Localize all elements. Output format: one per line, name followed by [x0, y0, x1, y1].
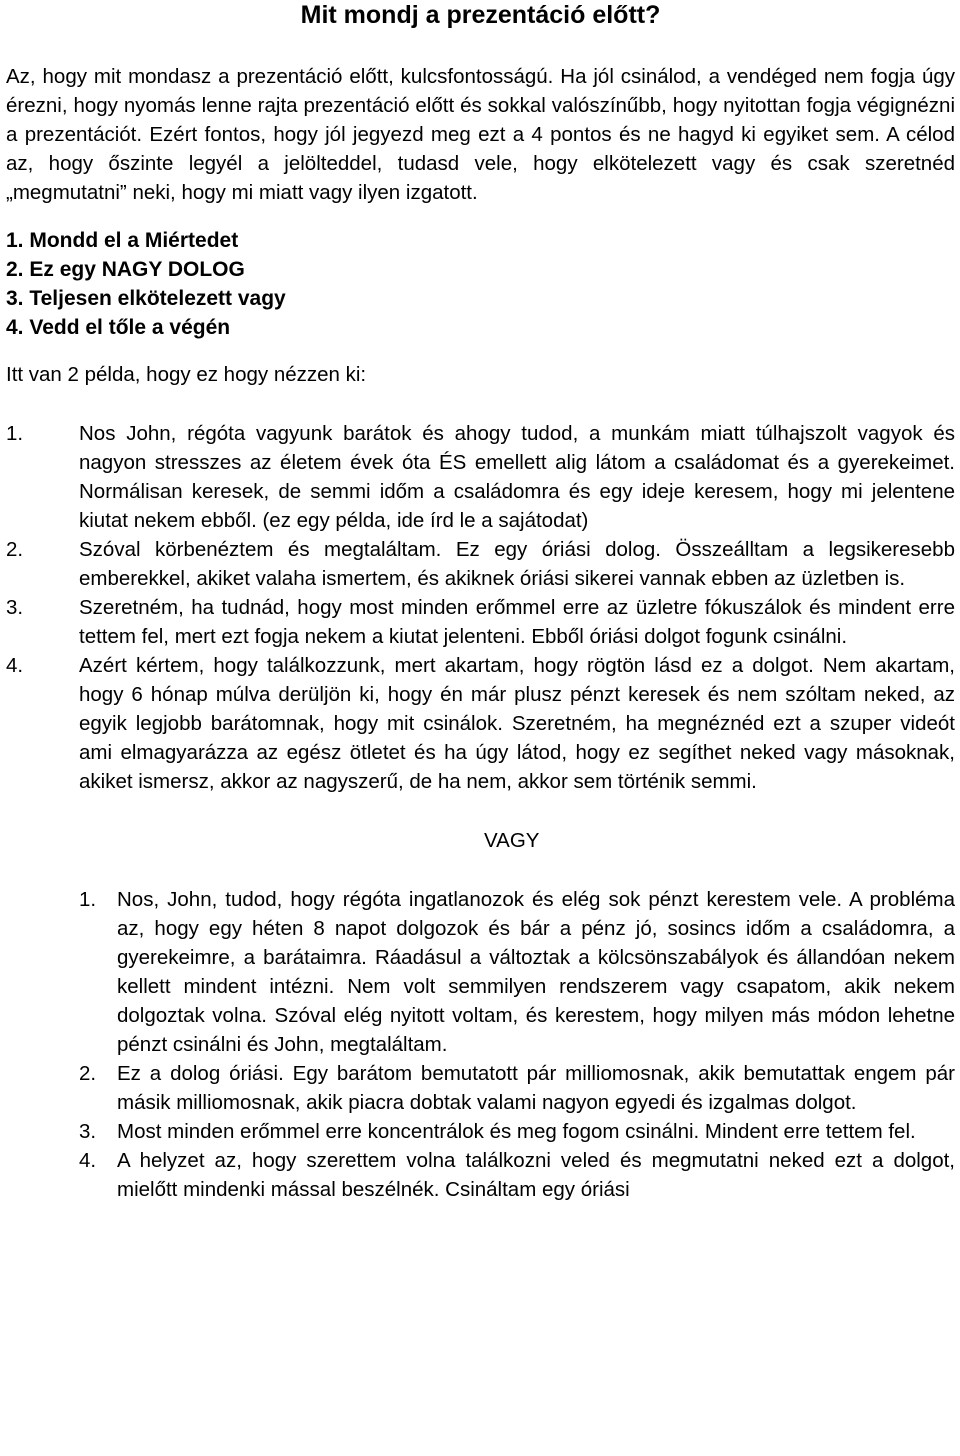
- item-text: Most minden erőmmel erre koncentrálok és meg fogom csinálni. Mindent erre tettem fel.: [117, 1120, 916, 1143]
- item-number: 3.: [6, 596, 24, 619]
- item-text: Szóval körbenéztem és megtaláltam. Ez egy óriási dolog. Összeálltam a legsikeresebb emberekkel, akiket valaha ismertem, és akiknek óriási sikerei vannak ebben az üzletben is.: [79, 538, 955, 590]
- example-one-item: [6, 651, 955, 796]
- item-number: 4.: [6, 654, 24, 677]
- item-number: 4.: [79, 1149, 97, 1172]
- item-text: Nos, John, tudod, hogy régóta ingatlanozok és elég sok pénzt kerestem vele. A probléma az, hogy egy héten 8 napot dolgozok és bár a pénz jó, sosincs időm a családomra, a gyerekeimre, a barátaimra. Ráadásul a változtak a kölcsönszabályok és állandóan nekem kellett mindent intézni. Nem volt semmilyen rendszerem vagy csapatom, akik nekem dolgoztak volna. Szóval elég nyitott voltam, és kerestem, hogy milyen más módon lehetne pénzt csinálni és John, megtaláltam.: [117, 888, 955, 1056]
- step-item: 3. Teljesen elkötelezett vagy: [6, 287, 286, 310]
- page-title: Mit mondj a prezentáció előtt?: [300, 1, 661, 29]
- step-item: 1. Mondd el a Miértedet: [6, 229, 239, 252]
- step-item: 4. Vedd el tőle a végén: [6, 316, 231, 339]
- intro-paragraph: Az, hogy mit mondasz a prezentáció előtt, kulcsfontosságú. Ha jól csinálod, a vendéged nem fogja úgy érezni, hogy nyomás lenne rajta prezentáció előtt és sokkal valószínűbb, hogy nyitottan fogja végignézni a prezentációt. Ezért fontos, hogy jól jegyezd meg ezt a 4 pontos és ne hagyd ki egyiket sem. A célod az, hogy őszinte legyél a jelölteddel, tudasd vele, hogy elkötelezett vagy és csak szeretnéd „megmutatni” neki, hogy mi miatt vagy ilyen izgatott.: [6, 65, 955, 204]
- item-text: Ez a dolog óriási. Egy barátom bemutatott pár milliomosnak, akik bemutattak engem pár másik milliomosnak, akik piacra dobtak valami nagyon egyedi és izgalmas dolgot.: [117, 1062, 955, 1114]
- example-one-list: [6, 419, 955, 796]
- item-number: 2.: [6, 538, 24, 561]
- step-item: 2. Ez egy NAGY DOLOG: [6, 258, 245, 281]
- example-two-item: [6, 885, 955, 1059]
- item-number: 3.: [79, 1120, 97, 1143]
- example-two-item: [6, 1146, 955, 1204]
- example-intro: Itt van 2 példa, hogy ez hogy nézzen ki:: [6, 363, 367, 386]
- document-page: [6, 0, 955, 1204]
- example-one-item: [6, 419, 955, 535]
- item-text: A helyzet az, hogy szerettem volna találkozni veled és megmutatni neked ezt a dolgot, mielőtt mindenki mással beszélnék. Csináltam egy óriási: [117, 1149, 955, 1201]
- item-text: Azért kértem, hogy találkozzunk, mert akartam, hogy rögtön lásd ez a dolgot. Nem akartam, hogy 6 hónap múlva derüljön ki, hogy én már plusz pénzt keresek és nem szóltam neked, az egyik legjobb barátomnak, hogy mit csinálok. Szeretném, ha megnéznéd ezt a szuper videót ami elmagyarázza az egész ötletet és ha úgy látod, hogy ez segíthet neked vagy másoknak, akiket ismersz, akkor az nagyszerű, de ha nem, akkor sem történik semmi.: [79, 654, 955, 793]
- example-one-item: [6, 535, 955, 593]
- item-text: Szeretném, ha tudnád, hogy most minden erőmmel erre az üzletre fókuszálok és mindent erre tettem fel, mert ezt fogja nekem a kiutat jelenteni. Ebből óriási dolgot fogunk csinálni.: [79, 596, 955, 648]
- item-number: 1.: [79, 888, 97, 911]
- example-one-item: [6, 593, 955, 651]
- or-separator: VAGY: [484, 829, 540, 852]
- item-number: 1.: [6, 422, 24, 445]
- item-number: 2.: [79, 1062, 97, 1085]
- item-text: Nos John, régóta vagyunk barátok és ahogy tudod, a munkám miatt túlhajszolt vagyok és nagyon stresszes az életem évek óta ÉS emellett alig látom a családomat és a gyerekeimet. Normálisan keresek, de semmi időm a családomra és egy ideje keresem, hogy mi jelentene kiutat nekem ebből. (ez egy példa, ide írd le a sajátodat): [79, 422, 955, 532]
- example-two-list: [6, 885, 955, 1204]
- steps-list: [6, 226, 955, 342]
- example-two-item: [6, 1117, 955, 1146]
- example-two-item: [6, 1059, 955, 1117]
